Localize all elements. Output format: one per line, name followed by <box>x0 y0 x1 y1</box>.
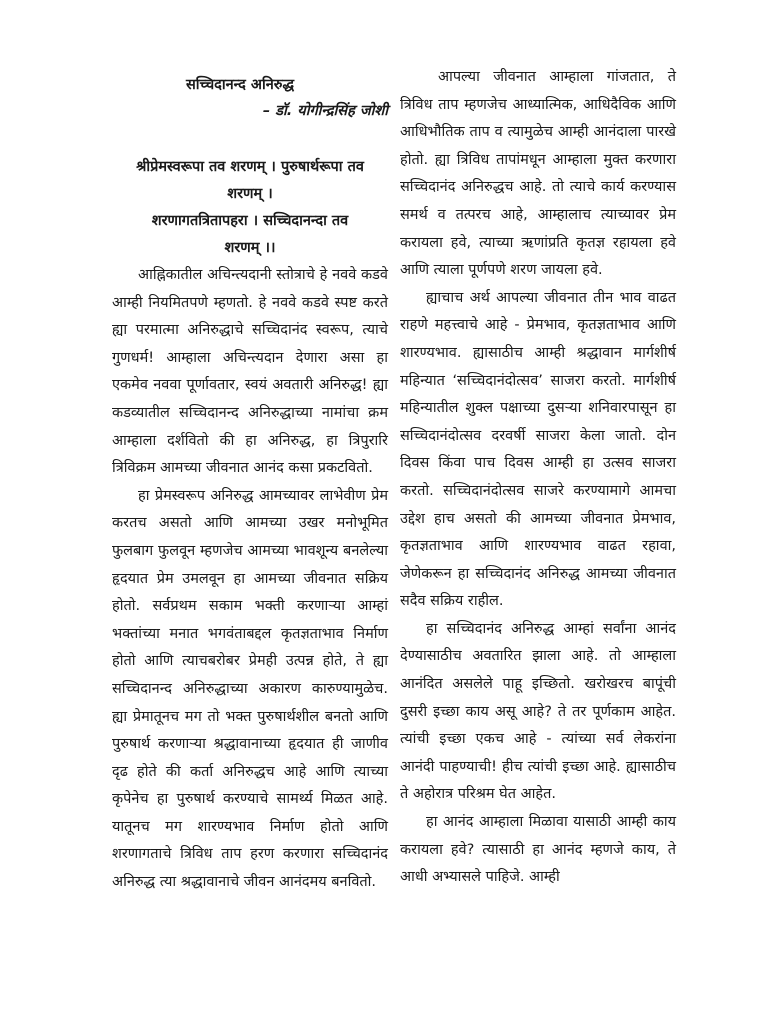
body-paragraph: हा प्रेमस्वरूप अनिरुद्ध आमच्यावर लाभेवीण प्रेम करतच असतो आणि आमच्या उखर मनोभूमित फुलबाग फुलवून म्हणजेच आमच्या भावशून्य बनलेल्या हृदयात प्रेम उमलवून हा आमच्या जीवनात सक्रिय होतो. सर्वप्रथम सकाम भक्ती करणाऱ्या आम्हां भक्तांच्या मनात भगवंताबद्दल कृतज्ञताभाव निर्माण होतो आणि त्याचबरोबर प्रेमही उत्पन्न होते, ते ह्या सच्चिदानन्द अनिरुद्धाच्या अकारण कारुण्यामुळेच. ह्या प्रेमातूनच मग तो भक्त पुरुषार्थशील बनतो आणि पुरुषार्थ करणाऱ्या श्रद्धावानाच्या हृदयात ही जाणीव दृढ होते की कर्ता अनिरुद्धच आहे आणि त्याच्या कृपेनेच हा पुरुषार्थ करण्याचे सामर्थ्य मिळत आहे. यातूनच मग शारण्यभाव निर्माण होतो आणि शरणागताचे त्रिविध ताप हरण करणारा सच्चिदानंद अनिरुद्ध त्या श्रद्धावानाचे जीवन आनंदमय बनवितो. <box>112 487 388 891</box>
shloka-line: शरणम् ।। <box>224 240 276 256</box>
body-paragraph: हा सच्चिदानंद अनिरुद्ध आम्हां सर्वांना आनंद देण्यासाठीच अवतारित झाला आहे. तो आम्हाला आनंदित असलेले पाहू इच्छितो. खरोखरच बापूंची दुसरी इच्छा काय असू आहे? ते तर पूर्णकाम आहेत. त्यांची इच्छा एकच आहे - त्यांच्या सर्व लेकरांना आनंदी पाहण्याची! हीच त्यांची इच्छा आहे. ह्यासाठीच ते अहोरात्र परिश्रम घेत आहेत. <box>400 620 676 803</box>
body-paragraph: आपल्या जीवनात आम्हाला गांजतात, ते त्रिविध ताप म्हणजेच आध्यात्मिक, आधिदैविक आणि आधिभौतिक ताप व त्यामुळेच आम्ही आनंदाला पारखे होतो. ह्या त्रिविध तापांमधून आम्हाला मुक्त करणारा सच्चिदानंद अनिरुद्धच आहे. तो त्याचे कार्य करण्यास समर्थ व तत्परच आहे, आम्हालाच त्याच्यावर प्रेम करायला हवे, त्याच्या ऋणांप्रति कृतज्ञ रहायला हवे आणि त्याला पूर्णपणे शरण जायला हवे. <box>400 69 676 279</box>
right-column <box>400 64 676 892</box>
left-column <box>112 64 388 897</box>
article-title: सच्चिदानन्द अनिरुद्ध <box>185 77 295 93</box>
shloka-line: शरणम् । <box>227 186 273 202</box>
body-paragraph: आह्निकातील अचिन्त्यदानी स्तोत्राचे हे नववे कडवे आम्ही नियमितपणे म्हणतो. हे नववे कडवे स्पष्ट करते ह्या परमात्मा अनिरुद्धाचे सच्चिदानंद स्वरूप, त्याचे गुणधर्म! आम्हाला अचिन्त्यदान देणारा असा हा एकमेव नववा पूर्णावतार, स्वयं अवतारी अनिरुद्ध! ह्या कडव्यातील सच्चिदानन्द अनिरुद्धाच्या नामांचा क्रम आम्हाला दर्शवितो की हा अनिरुद्ध, हा त्रिपुरारि त्रिविक्रम आमच्या जीवनात आनंद कसा प्रकटवितो. <box>112 267 388 477</box>
article-author: – डॉ. योगीन्द्रसिंह जोशी <box>262 103 388 119</box>
body-paragraph: हा आनंद आम्हाला मिळावा यासाठी आम्ही काय करायला हवे? त्यासाठी हा आनंद म्हणजे काय, ते आधी अभ्यासले पाहिजे. आम्ही <box>400 814 676 886</box>
shloka-line: शरणागतत्रितापहरा । सच्चिदानन्दा तव <box>151 213 349 229</box>
shloka-line: श्रीप्रेमस्वरूपा तव शरणम् । पुरुषार्थरूपा तव <box>136 159 364 175</box>
article-header <box>112 72 388 124</box>
shloka-verse <box>112 154 388 262</box>
body-paragraph: ह्याचाच अर्थ आपल्या जीवनात तीन भाव वाढत राहणे महत्त्वाचे आहे - प्रेमभाव, कृतज्ञताभाव आणि शारण्यभाव. ह्यासाठीच आम्ही श्रद्धावान मार्गशीर्ष महिन्यात ‘सच्चिदानंदोत्सव’ साजरा करतो. मार्गशीर्ष महिन्यातील शुक्ल पक्षाच्या दुसऱ्या शनिवारपासून हा सच्चिदानंदोत्सव दरवर्षी साजरा केला जातो. दोन दिवस किंवा पाच दिवस आम्ही हा उत्सव साजरा करतो. सच्चिदानंदोत्सव साजरे करण्यामागे आमचा उद्देश हाच असतो की आमच्या जीवनात प्रेमभाव, कृतज्ञताभाव आणि शारण्यभाव वाढत रहावा, जेणेकरून हा सच्चिदानंद अनिरुद्ध आमच्या जीवनात सदैव सक्रिय राहील. <box>400 289 676 610</box>
